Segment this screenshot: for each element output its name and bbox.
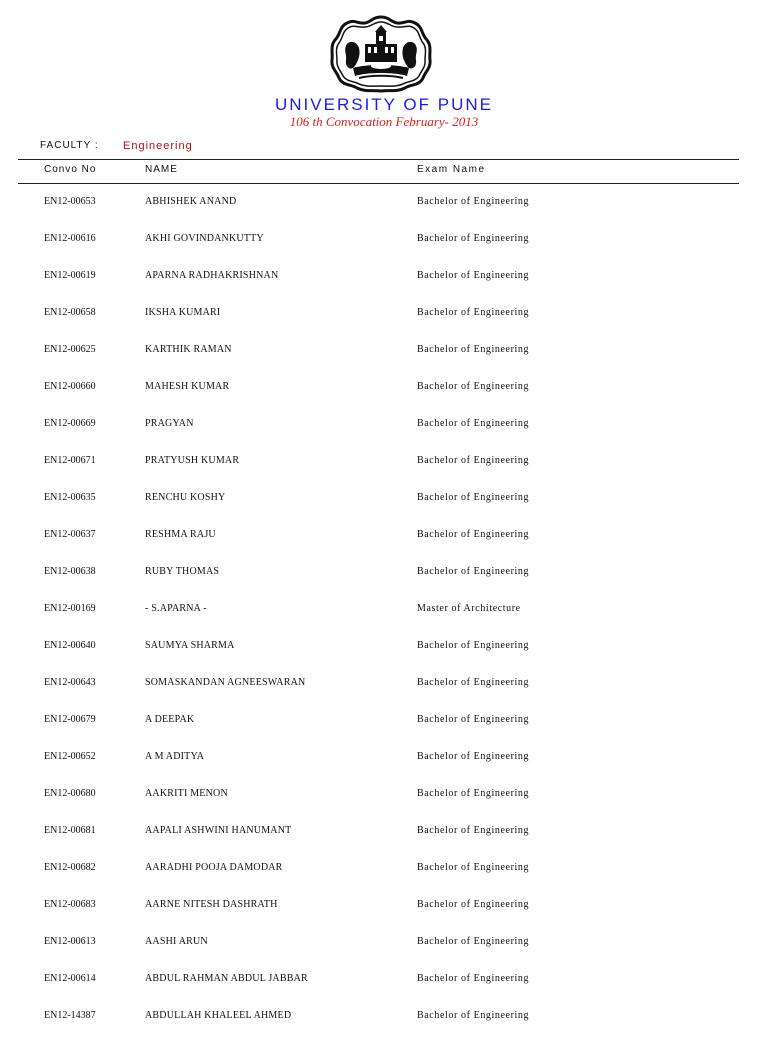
- student-name-cell: AAPALI ASHWINI HANUMANT: [145, 825, 292, 836]
- convo-number-cell: EN12-00681: [44, 825, 96, 836]
- student-name-cell: ABDUL RAHMAN ABDUL JABBAR: [145, 973, 308, 984]
- student-name-cell: A M ADITYA: [145, 751, 205, 762]
- student-name-cell: AAKRITI MENON: [145, 788, 228, 799]
- convo-number-cell: EN12-00652: [44, 751, 96, 762]
- convo-number-cell: EN12-00616: [44, 233, 96, 244]
- convo-number-cell: EN12-00613: [44, 936, 96, 947]
- table-row: [0, 970, 768, 1007]
- exam-name-cell: Bachelor of Engineering: [417, 418, 530, 429]
- exam-name-cell: Bachelor of Engineering: [417, 714, 530, 725]
- header-bottom-divider: [18, 183, 739, 184]
- convo-number-cell: EN12-00653: [44, 196, 96, 207]
- student-name-cell: PRATYUSH KUMAR: [145, 455, 240, 466]
- exam-name-cell: Master of Architecture: [417, 603, 521, 614]
- student-name-cell: AASHI ARUN: [145, 936, 208, 947]
- table-row: [0, 674, 768, 711]
- student-name-cell: AARADHI POOJA DAMODAR: [145, 862, 283, 873]
- student-name-cell: AKHI GOVINDANKUTTY: [145, 233, 264, 244]
- exam-name-cell: Bachelor of Engineering: [417, 270, 530, 281]
- exam-name-cell: Bachelor of Engineering: [417, 196, 530, 207]
- student-name-cell: RENCHU KOSHY: [145, 492, 226, 503]
- exam-name-cell: Bachelor of Engineering: [417, 492, 530, 503]
- table-row: [0, 822, 768, 859]
- student-name-cell: - S.APARNA -: [145, 603, 207, 614]
- exam-name-cell: Bachelor of Engineering: [417, 899, 530, 910]
- table-row: [0, 711, 768, 748]
- exam-name-cell: Bachelor of Engineering: [417, 751, 530, 762]
- student-name-cell: ABHISHEK ANAND: [145, 196, 237, 207]
- convo-number-cell: EN12-00643: [44, 677, 96, 688]
- exam-name-cell: Bachelor of Engineering: [417, 381, 530, 392]
- table-row: [0, 415, 768, 452]
- convo-number-cell: EN12-00682: [44, 862, 96, 873]
- exam-name-cell: Bachelor of Engineering: [417, 1010, 530, 1021]
- table-row: [0, 600, 768, 637]
- table-row: [0, 637, 768, 674]
- column-header-exam-name: Exam Name: [417, 164, 486, 175]
- student-name-cell: KARTHIK RAMAN: [145, 344, 232, 355]
- table-row: [0, 526, 768, 563]
- convo-number-cell: EN12-00671: [44, 455, 96, 466]
- column-header-convo-no: Convo No: [44, 164, 97, 175]
- convo-number-cell: EN12-00637: [44, 529, 96, 540]
- exam-name-cell: Bachelor of Engineering: [417, 936, 530, 947]
- faculty-value: Engineering: [123, 140, 193, 152]
- exam-name-cell: Bachelor of Engineering: [417, 677, 530, 688]
- university-emblem-logo: [329, 14, 433, 94]
- graduates-table: [0, 193, 768, 1044]
- student-name-cell: A DEEPAK: [145, 714, 195, 725]
- table-row: [0, 748, 768, 785]
- exam-name-cell: Bachelor of Engineering: [417, 529, 530, 540]
- table-row: [0, 452, 768, 489]
- faculty-label: FACULTY :: [40, 140, 99, 151]
- convo-number-cell: EN12-00614: [44, 973, 96, 984]
- convo-number-cell: EN12-00679: [44, 714, 96, 725]
- student-name-cell: ABDULLAH KHALEEL AHMED: [145, 1010, 292, 1021]
- student-name-cell: SAUMYA SHARMA: [145, 640, 235, 651]
- table-row: [0, 1007, 768, 1044]
- exam-name-cell: Bachelor of Engineering: [417, 566, 530, 577]
- convo-number-cell: EN12-00669: [44, 418, 96, 429]
- exam-name-cell: Bachelor of Engineering: [417, 788, 530, 799]
- exam-name-cell: Bachelor of Engineering: [417, 455, 530, 466]
- student-name-cell: RUBY THOMAS: [145, 566, 220, 577]
- table-row: [0, 230, 768, 267]
- student-name-cell: APARNA RADHAKRISHNAN: [145, 270, 279, 281]
- exam-name-cell: Bachelor of Engineering: [417, 307, 530, 318]
- column-header-name: NAME: [145, 164, 178, 175]
- convo-number-cell: EN12-00169: [44, 603, 96, 614]
- exam-name-cell: Bachelor of Engineering: [417, 825, 530, 836]
- student-name-cell: MAHESH KUMAR: [145, 381, 230, 392]
- table-row: [0, 785, 768, 822]
- exam-name-cell: Bachelor of Engineering: [417, 640, 530, 651]
- student-name-cell: RESHMA RAJU: [145, 529, 216, 540]
- convo-number-cell: EN12-00635: [44, 492, 96, 503]
- convo-number-cell: EN12-00680: [44, 788, 96, 799]
- convo-number-cell: EN12-00660: [44, 381, 96, 392]
- university-title: UNIVERSITY OF PUNE: [275, 95, 493, 114]
- exam-name-cell: Bachelor of Engineering: [417, 973, 530, 984]
- student-name-cell: AARNE NITESH DASHRATH: [145, 899, 278, 910]
- convo-number-cell: EN12-14387: [44, 1010, 96, 1021]
- table-row: [0, 563, 768, 600]
- table-row: [0, 304, 768, 341]
- table-row: [0, 267, 768, 304]
- table-row: [0, 933, 768, 970]
- table-row: [0, 489, 768, 526]
- convo-number-cell: EN12-00658: [44, 307, 96, 318]
- exam-name-cell: Bachelor of Engineering: [417, 344, 530, 355]
- table-row: [0, 341, 768, 378]
- convo-number-cell: EN12-00638: [44, 566, 96, 577]
- convo-number-cell: EN12-00640: [44, 640, 96, 651]
- header-top-divider: [18, 159, 739, 160]
- convocation-subtitle: 106 th Convocation February- 2013: [289, 114, 479, 129]
- table-row: [0, 859, 768, 896]
- convo-number-cell: EN12-00683: [44, 899, 96, 910]
- table-row: [0, 378, 768, 415]
- convo-number-cell: EN12-00625: [44, 344, 96, 355]
- student-name-cell: SOMASKANDAN AGNEESWARAN: [145, 677, 306, 688]
- table-row: [0, 896, 768, 933]
- student-name-cell: PRAGYAN: [145, 418, 194, 429]
- exam-name-cell: Bachelor of Engineering: [417, 233, 530, 244]
- table-row: [0, 193, 768, 230]
- exam-name-cell: Bachelor of Engineering: [417, 862, 530, 873]
- convo-number-cell: EN12-00619: [44, 270, 96, 281]
- student-name-cell: IKSHA KUMARI: [145, 307, 221, 318]
